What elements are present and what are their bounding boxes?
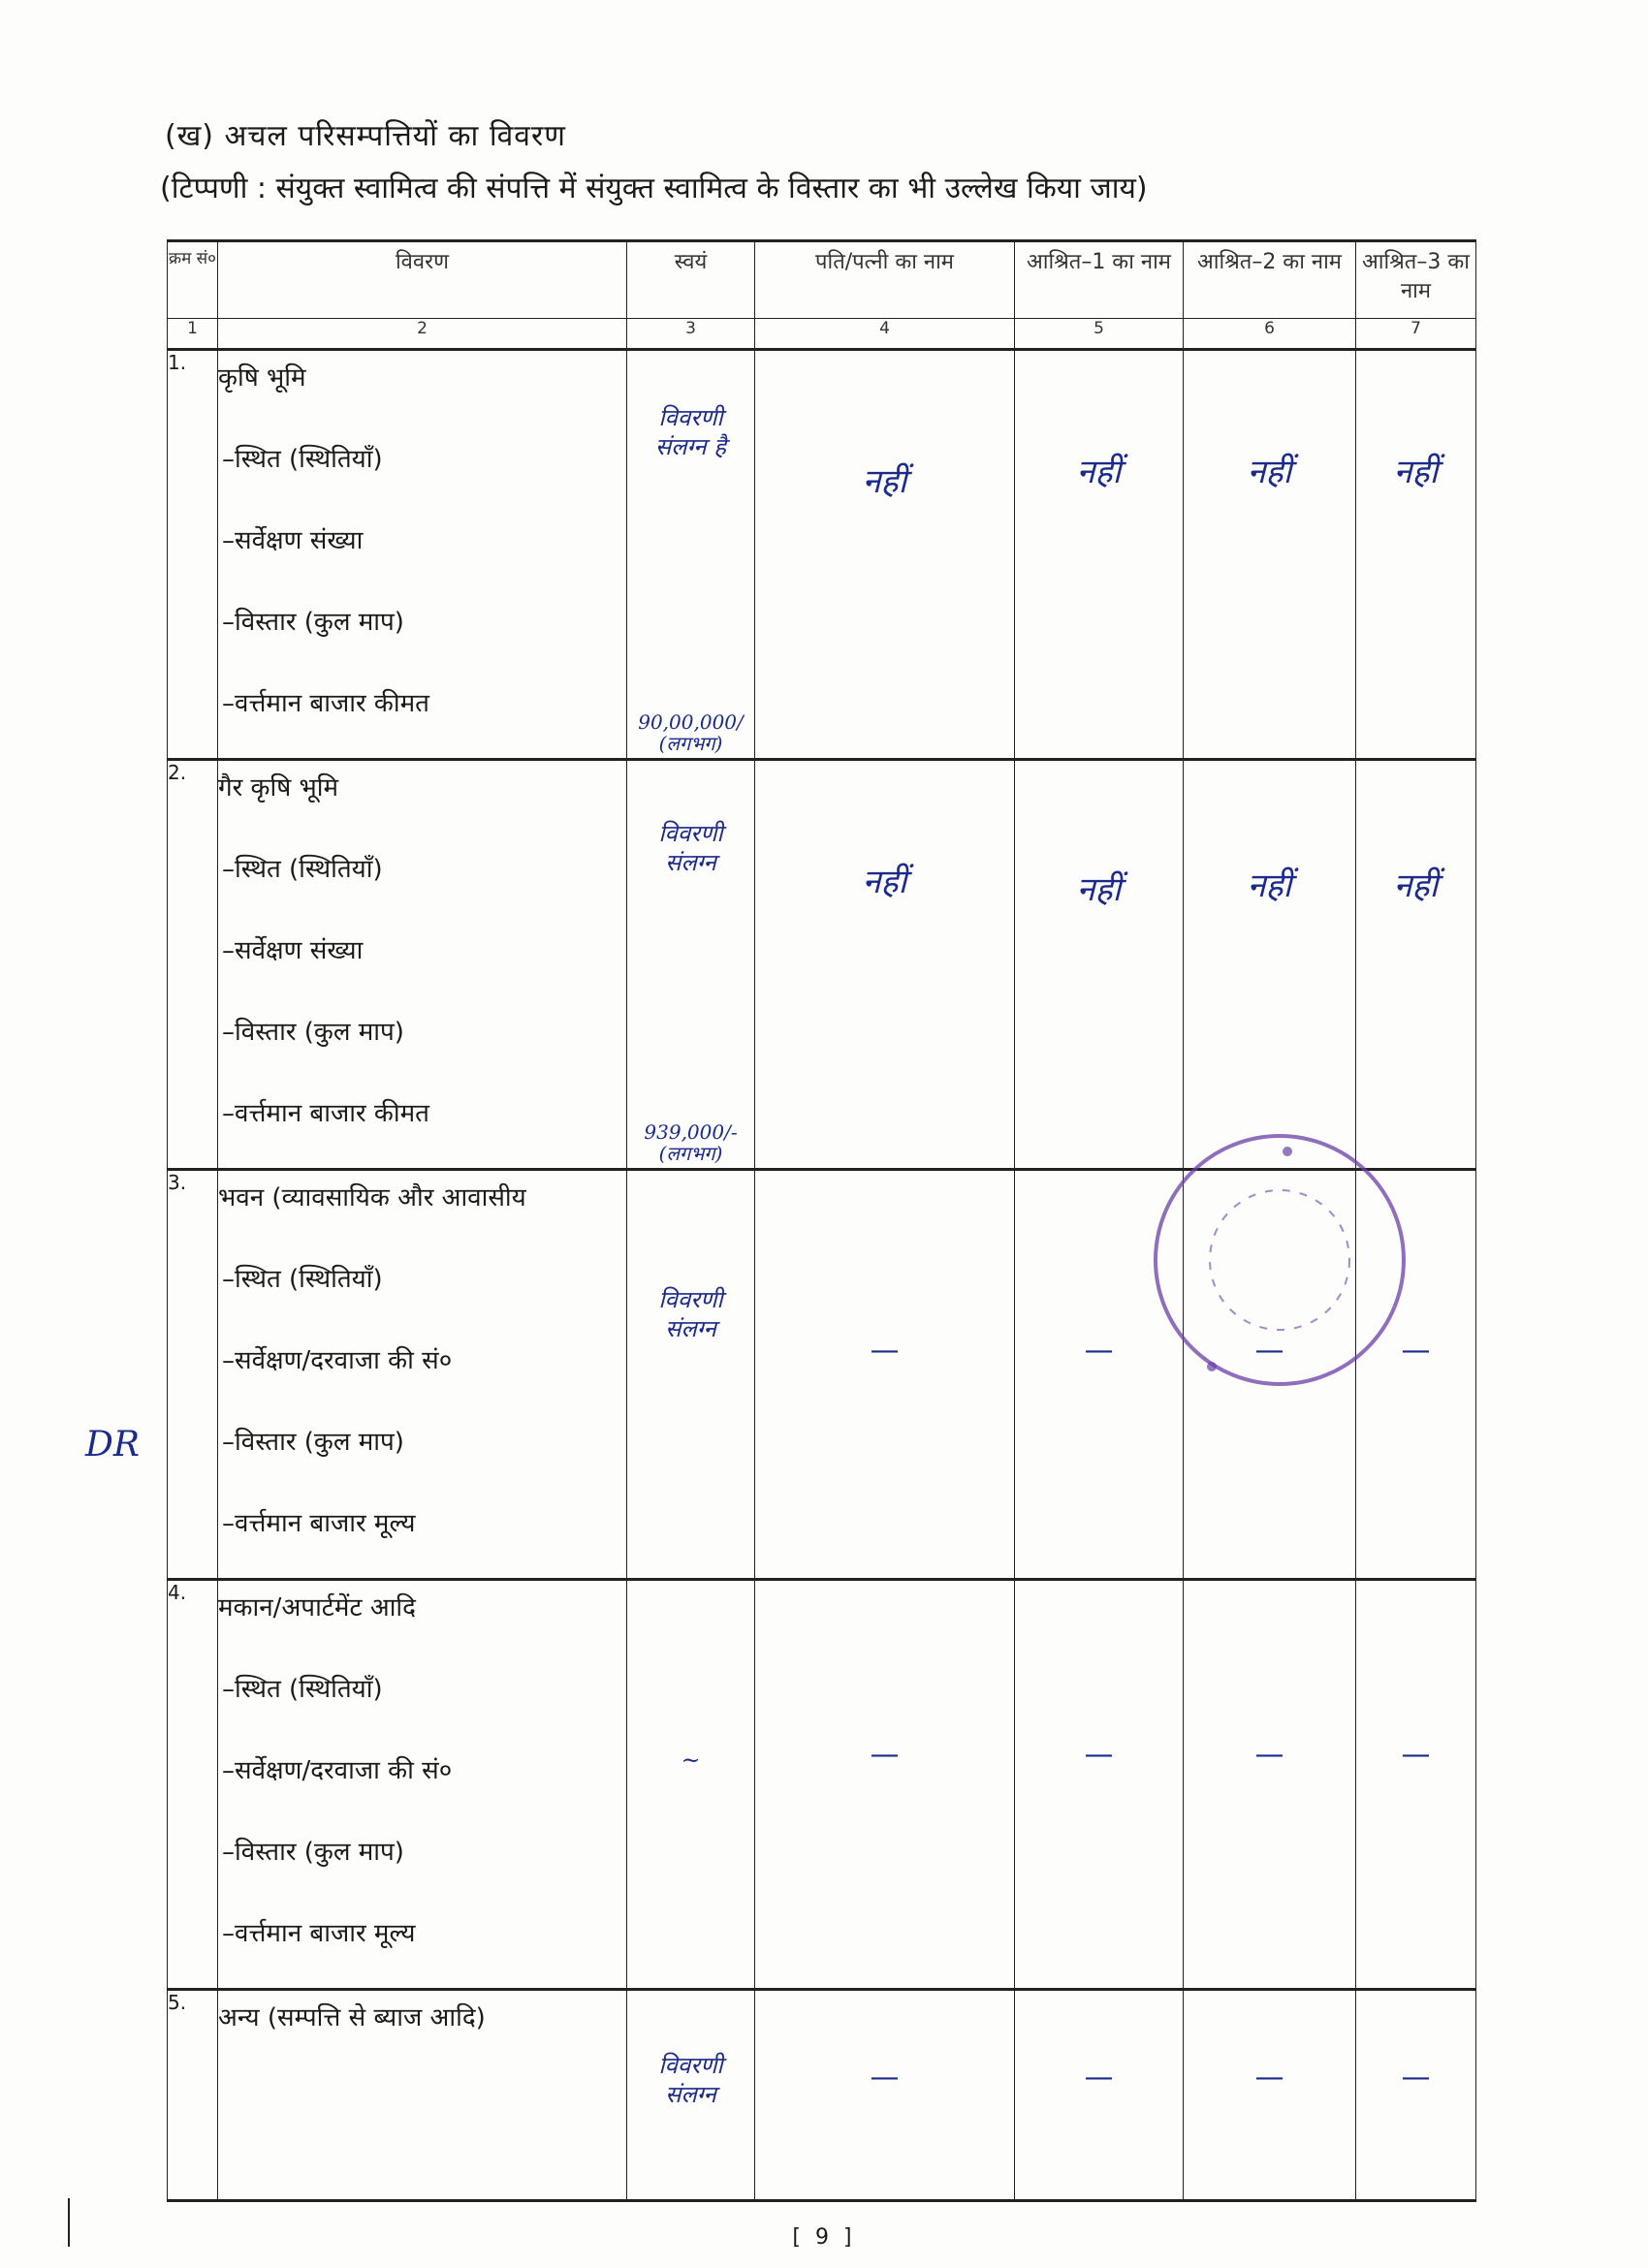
table-row (168, 350, 1476, 760)
self-cell (627, 1170, 755, 1580)
col-header-dependent-2: आश्रित–2 का नाम (1184, 241, 1356, 319)
col-num: 2 (218, 319, 627, 350)
dependent-2-cell (1184, 350, 1356, 760)
spouse-entry: — (870, 2061, 900, 2095)
dependent-3-cell (1356, 1580, 1476, 1990)
dependent-3-entry: — (1401, 2061, 1431, 2095)
row-item: –सर्वेक्षण/दरवाजा की सं० (222, 1346, 453, 1375)
row-item: –स्थित (स्थितियाँ) (222, 1675, 383, 1704)
dependent-2-cell (1184, 1580, 1356, 1990)
row-item: –वर्त्तमान बाजार मूल्य (222, 1509, 416, 1538)
dependent-2-entry: नहीं (1247, 453, 1292, 491)
row-details (218, 1580, 627, 1990)
spouse-entry: — (870, 1738, 900, 1772)
row-title: भवन (व्यावसायिक और आवासीय (218, 1183, 526, 1213)
col-num: 7 (1356, 319, 1476, 350)
col-num: 5 (1015, 319, 1184, 350)
col-num: 6 (1184, 319, 1356, 350)
dependent-3-cell (1356, 350, 1476, 760)
row-item: –वर्त्तमान बाजार कीमत (222, 1099, 429, 1128)
row-title: अन्य (सम्पत्ति से ब्याज आदि) (218, 2003, 486, 2032)
dependent-1-cell (1015, 1580, 1184, 1990)
self-value: 90,00,000/ (लगभग) (638, 710, 744, 755)
self-value: 939,000/- (लगभग) (644, 1120, 738, 1165)
spouse-cell (755, 350, 1015, 760)
dependent-1-entry: — (1084, 1738, 1114, 1772)
margin-initials: DR (85, 1425, 140, 1465)
dependent-1-entry: नहीं (1076, 870, 1122, 909)
row-item: –सर्वेक्षण संख्या (222, 936, 364, 965)
col-header-dependent-1: आश्रित–1 का नाम (1015, 241, 1184, 319)
dependent-3-entry: नहीं (1393, 453, 1439, 491)
spouse-cell (755, 760, 1015, 1170)
row-item: –विस्तार (कुल माप) (222, 1838, 404, 1867)
dependent-3-entry: — (1401, 1738, 1431, 1772)
dependent-1-entry: — (1084, 1334, 1114, 1368)
row-serial: 4. (168, 1580, 218, 1990)
col-header-dependent-3: आश्रित–3 का नाम (1356, 241, 1476, 319)
col-header-serial: क्रम सं० (168, 241, 218, 319)
row-serial: 1. (168, 350, 218, 760)
row-details (218, 350, 627, 760)
row-item: –स्थित (स्थितियाँ) (222, 855, 383, 884)
spouse-cell (755, 1990, 1015, 2201)
row-item: –स्थित (स्थितियाँ) (222, 1265, 383, 1294)
table-row (168, 760, 1476, 1170)
row-serial: 2. (168, 760, 218, 1170)
self-entry: विवरणी संलग्न (658, 820, 723, 876)
dependent-2-entry: — (1254, 1334, 1284, 1368)
self-entry: ~ (681, 1747, 701, 1774)
section-title: (ख) अचल परिसम्पत्तियों का विवरण (165, 119, 566, 153)
row-item: –वर्त्तमान बाजार मूल्य (222, 1919, 416, 1948)
dependent-2-entry: — (1254, 1738, 1284, 1772)
col-num: 4 (755, 319, 1015, 350)
section-note: (टिप्पणी : संयुक्त स्वामित्व की संपत्ति में संयुक्त स्वामित्व के विस्तार का भी उल्लेख किया जाय) (160, 172, 1148, 205)
page-number: [ 9 ] (792, 2225, 856, 2250)
row-item: –विस्तार (कुल माप) (222, 1018, 404, 1047)
spouse-cell (755, 1580, 1015, 1990)
col-header-spouse: पति/पत्नी का नाम (755, 241, 1015, 319)
row-title: कृषि भूमि (218, 363, 306, 393)
table-row (168, 1580, 1476, 1990)
row-item: –सर्वेक्षण/दरवाजा की सं० (222, 1756, 453, 1785)
dependent-2-cell (1184, 1990, 1356, 2201)
row-item: –स्थित (स्थितियाँ) (222, 445, 383, 474)
dependent-2-cell (1184, 760, 1356, 1170)
dependent-3-cell (1356, 760, 1476, 1170)
self-cell (627, 1990, 755, 2201)
spouse-entry: — (870, 1334, 900, 1368)
row-item: –विस्तार (कुल माप) (222, 608, 404, 637)
row-details (218, 760, 627, 1170)
dependent-3-entry: — (1401, 1334, 1431, 1368)
spouse-entry: नहीं (862, 462, 907, 501)
row-details (218, 1170, 627, 1580)
self-cell (627, 760, 755, 1170)
dependent-1-entry: — (1084, 2061, 1114, 2095)
dependent-1-cell (1015, 350, 1184, 760)
row-item: –सर्वेक्षण संख्या (222, 526, 364, 555)
row-details (218, 1990, 627, 2201)
table-row (168, 1990, 1476, 2201)
dependent-1-entry: नहीं (1076, 453, 1122, 491)
self-entry: विवरणी संलग्न (658, 2052, 723, 2108)
dependent-2-entry: नहीं (1247, 866, 1292, 905)
dependent-2-entry: — (1254, 2061, 1284, 2095)
col-num: 1 (168, 319, 218, 350)
dependent-1-cell (1015, 1990, 1184, 2201)
spouse-entry: नहीं (862, 863, 907, 901)
self-cell (627, 1580, 755, 1990)
dependent-3-cell (1356, 1990, 1476, 2201)
col-num: 3 (627, 319, 755, 350)
self-entry: विवरणी संलग्न है (655, 404, 726, 460)
dependent-3-entry: नहीं (1393, 866, 1439, 905)
row-item: –विस्तार (कुल माप) (222, 1428, 404, 1457)
spouse-cell (755, 1170, 1015, 1580)
col-header-details: विवरण (218, 241, 627, 319)
row-item: –वर्त्तमान बाजार कीमत (222, 689, 429, 718)
table-header-row (168, 241, 1476, 319)
col-header-self: स्वयं (627, 241, 755, 319)
row-serial: 5. (168, 1990, 218, 2201)
self-cell (627, 350, 755, 760)
table-number-row (168, 319, 1476, 350)
self-entry: विवरणी संलग्न (658, 1286, 723, 1342)
row-serial: 3. (168, 1170, 218, 1580)
office-stamp (1144, 1124, 1415, 1396)
row-title: मकान/अपार्टमेंट आदि (218, 1593, 416, 1622)
row-title: गैर कृषि भूमि (218, 773, 339, 803)
dependent-1-cell (1015, 760, 1184, 1170)
